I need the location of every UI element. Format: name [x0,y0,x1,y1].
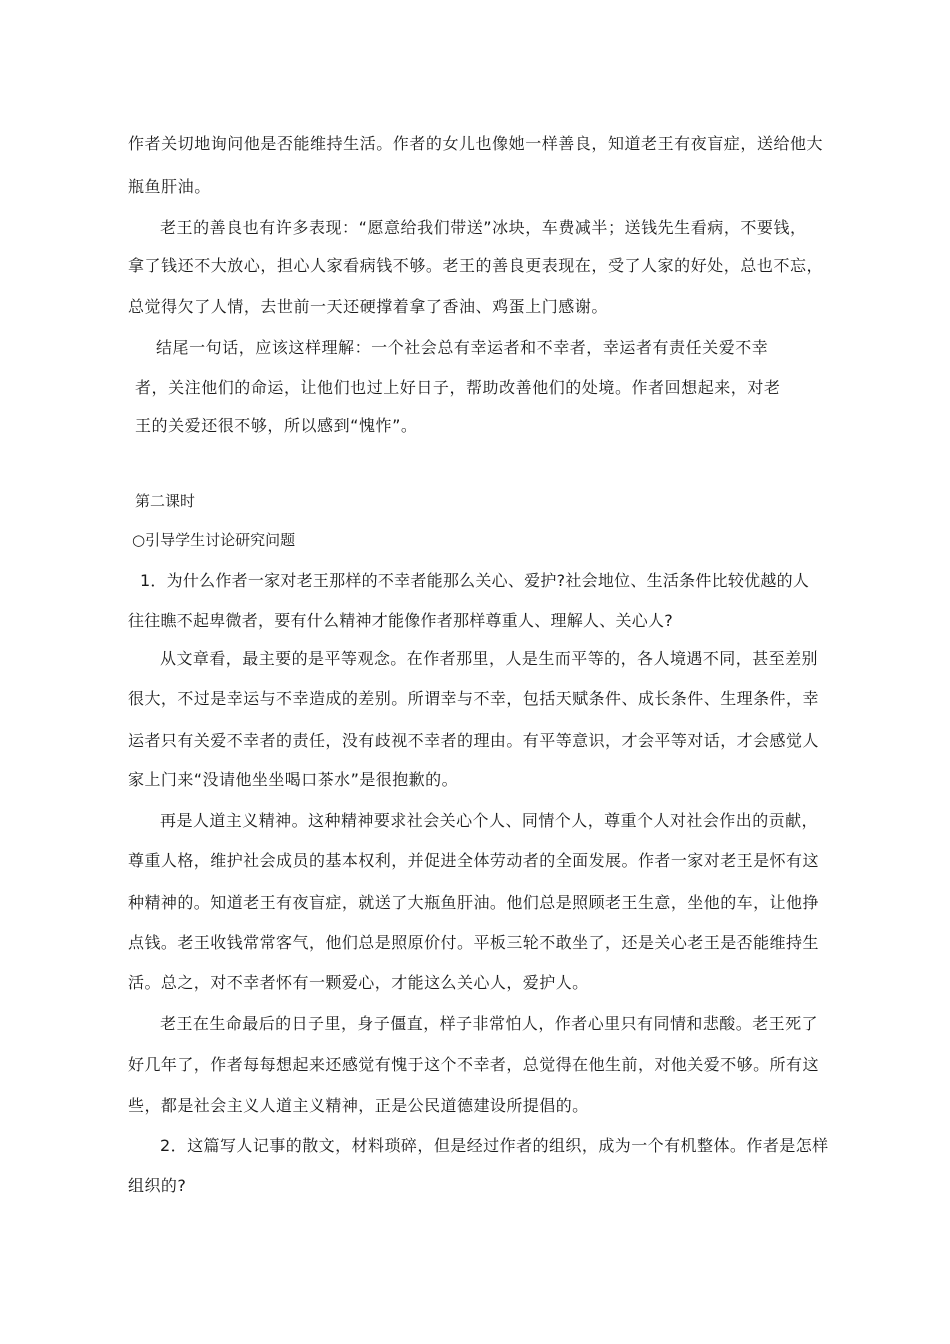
text-line-21: 活。总之，对不幸者怀有一颗爱心，才能这么关心人，爱护人。 [128,973,589,992]
sub-heading: ○引导学生讨论研究问题 [132,531,296,549]
text-line-19: 种精神的。知道老王有夜盲症，就送了大瓶鱼肝油。他们总是照顾老王生意，坐他的车，让他挣 [128,893,819,912]
text-line-6: 结尾一句话，应该这样理解：一个社会总有幸运者和不幸者，幸运者有责任关爱不幸 [156,338,769,357]
text-line-2: 瓶鱼肝油。 [128,177,211,196]
text-line-15: 运者只有关爱不幸者的责任，没有歧视不幸者的理由。有平等意识，才会平等对话，才会感觉人 [128,731,819,750]
text-line-8: 王的关爱还很不够，所以感到“愧怍”。 [135,416,418,435]
text-line-17: 再是人道主义精神。这种精神要求社会关心个人、同情个人，尊重个人对社会作出的贡献， [160,811,819,830]
text-line-7: 者，关注他们的命运，让他们也过上好日子，帮助改善他们的处境。作者回想起来，对老 [135,378,781,397]
section-heading: 第二课时 [135,492,196,510]
text-line-3: 老王的善良也有许多表现：“愿意给我们带送”冰块，车费减半；送钱先生看病，不要钱， [160,218,807,237]
question-2-line-2: 组织的? [128,1176,187,1195]
text-line-14: 很大，不过是幸运与不幸造成的差别。所谓幸与不幸，包括天赋条件、成长条件、生理条件，幸 [128,689,819,708]
text-line-23: 好几年了，作者每每想起来还感觉有愧于这个不幸者，总觉得在他生前，对他关爱不够。所有这 [128,1055,819,1074]
text-line-1: 作者关切地询问他是否能维持生活。作者的女儿也像她一样善良，知道老王有夜盲症，送给他大 [128,134,824,153]
text-line-18: 尊重人格，维护社会成员的基本权利，并促进全体劳动者的全面发展。作者一家对老王是怀有这 [128,851,819,870]
text-line-24: 些，都是社会主义人道主义精神，正是公民道德建设所提倡的。 [128,1096,589,1115]
text-line-22: 老王在生命最后的日子里，身子僵直，样子非常怕人，作者心里只有同情和悲酸。老王死了 [160,1014,819,1033]
text-line-20: 点钱。老王收钱常常客气，他们总是照原价付。平板三轮不敢坐了，还是关心老王是否能维持生 [128,933,819,952]
text-line-4: 拿了钱还不大放心，担心人家看病钱不够。老王的善良更表现在，受了人家的好处，总也不忘， [128,256,824,275]
text-line-13: 从文章看，最主要的是平等观念。在作者那里，人是生而平等的，各人境遇不同，甚至差别 [160,649,819,668]
text-line-5: 总觉得欠了人情，去世前一天还硬撑着拿了香油、鸡蛋上门感谢。 [128,297,608,316]
question-2-line-1: 2．这篇写人记事的散文，材料琐碎，但是经过作者的组织，成为一个有机整体。作者是怎样 [160,1136,829,1155]
question-1-line-1: 1．为什么作者一家对老王那样的不幸者能那么关心、爱护?社会地位、生活条件比较优越的人 [140,571,810,590]
question-1-line-2: 往往瞧不起卑微者，要有什么精神才能像作者那样尊重人、理解人、关心人? [128,611,673,630]
text-line-16: 家上门来“没请他坐坐喝口茶水”是很抱歉的。 [128,770,459,789]
